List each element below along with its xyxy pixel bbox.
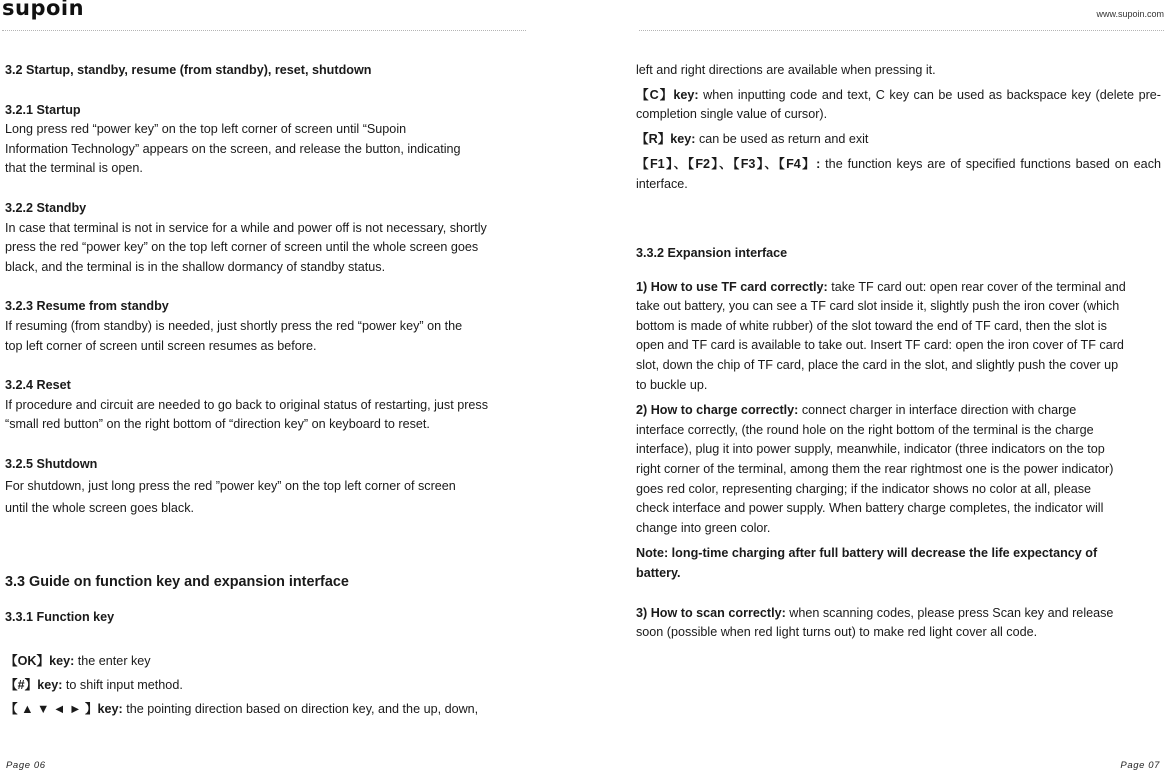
tf-card-line-5: slot, down the chip of TF card, place the card in the slot, and slightly push the cover up	[636, 357, 1119, 372]
section-3-2-1-title: 3.2.1 Startup	[5, 102, 81, 117]
function-keys-description	[636, 155, 1161, 194]
tf-card-line-2: take out battery, you can see a TF card slot inside it, slightly push the iron cover (which	[636, 299, 1120, 314]
c-key-label: 【C】key:	[636, 88, 699, 102]
charge-line-6: check interface and power supply. When battery charge completes, the indicator will	[636, 501, 1104, 516]
standby-line-1: In case that terminal is not in service for a while and power off is not necessary, shortly	[5, 220, 487, 235]
section-3-2-4-title: 3.2.4 Reset	[5, 378, 71, 393]
scan-text: when scanning codes, please press Scan key and release	[785, 605, 1114, 620]
direction-key-description	[5, 697, 531, 721]
section-3-2-5-title: 3.2.5 Shutdown	[5, 456, 98, 471]
scan-line-1	[636, 604, 1161, 624]
standby-line-2: press the red “power key” on the top left corner of screen until the whole screen goes	[5, 240, 479, 255]
charge-line-7: change into green color.	[636, 520, 771, 535]
charge-label: 2) How to charge correctly:	[636, 403, 799, 418]
reset-line-2: “small red button” on the right bottom of “direction key” on keyboard to reset.	[5, 417, 430, 432]
function-keys-label: 【F1】、【F2】、【F3】、【F4】:	[636, 157, 821, 171]
direction-key-label: 【 ▲ ▼ ◄ ► 】key:	[5, 701, 123, 716]
section-3-2-title: 3.2 Startup, standby, resume (from standby), reset, shutdown	[5, 63, 372, 77]
charge-line-3: interface), plug it into power supply, meanwhile, indicator (three indicators on the top	[636, 442, 1105, 457]
header-divider	[2, 30, 526, 31]
r-key-label: 【R】key:	[636, 132, 696, 146]
scan-label: 3) How to scan correctly:	[636, 605, 786, 620]
shutdown-line-2: until the whole screen goes black.	[5, 500, 195, 515]
tf-card-line-1	[636, 278, 1161, 298]
section-3-3-2-title: 3.3.2 Expansion interface	[636, 246, 788, 260]
startup-line-2: Information Technology” appears on the screen, and release the button, indicating	[5, 141, 461, 156]
supoin-logo: supoin	[2, 0, 85, 20]
direction-key-text: the pointing direction based on direction key, and the up, down,	[122, 701, 479, 716]
reset-line-1: If procedure and circuit are needed to go back to original status of restarting, just press	[5, 397, 489, 412]
c-key-text: when inputting code and text, C key can be used as backspace key (delete pre-completion single value of cursor).	[636, 88, 1161, 121]
charge-text: connect charger in interface direction with charge	[798, 403, 1077, 418]
tf-card-line-6: to buckle up.	[636, 377, 708, 392]
hash-key-description	[5, 673, 531, 697]
hash-key-text: to shift input method.	[62, 677, 183, 692]
section-3-3-title: 3.3 Guide on function key and expansion interface	[5, 573, 349, 590]
tf-card-label: 1) How to use TF card correctly:	[636, 279, 828, 294]
section-3-3-1-title: 3.3.1 Function key	[5, 610, 115, 625]
function-keys-text: the function keys are of specified functions based on each interface.	[636, 157, 1161, 191]
charge-line-5: goes red color, representing charging; if the indicator shows no color at all, please	[636, 481, 1092, 496]
shutdown-line-1: For shutdown, just long press the red ”power key” on the top left corner of screen	[5, 478, 456, 493]
section-3-2-3-title: 3.2.3 Resume from standby	[5, 299, 169, 314]
standby-line-3: black, and the terminal is in the shallow dormancy of standby status.	[5, 259, 386, 274]
right-page	[583, 0, 1166, 773]
c-key-description	[636, 86, 1161, 124]
startup-line-1: Long press red “power key” on the top left corner of screen until “Supoin	[5, 122, 407, 137]
left-page-content	[5, 61, 531, 721]
tf-card-line-4: open and TF card is available to take out. Insert TF card: open the iron cover of TF card	[636, 338, 1124, 353]
ok-key-text: the enter key	[74, 653, 151, 668]
note-line-2: battery.	[636, 565, 681, 580]
tf-card-text: take TF card out: open rear cover of the terminal and	[827, 279, 1126, 294]
page-number-left: Page 06	[6, 760, 46, 771]
note-line-1: Note: long-time charging after full battery will decrease the life expectancy of	[636, 546, 1098, 561]
charge-line-2: interface correctly, (the round hole on the right bottom of the terminal is the charge	[636, 422, 1094, 437]
hash-key-label: 【#】key:	[5, 677, 63, 692]
resume-line-2: top left corner of screen until screen resumes as before.	[5, 338, 317, 353]
right-page-content	[636, 61, 1161, 643]
charge-paragraph	[636, 401, 1161, 538]
direction-key-continuation: left and right directions are available when pressing it.	[636, 63, 936, 77]
website-url: www.supoin.com	[1096, 9, 1164, 19]
r-key-description	[636, 130, 1161, 149]
scan-line-2: soon (possible when red light turns out) to make red light cover all code.	[636, 625, 1038, 640]
tf-card-paragraph	[636, 278, 1161, 396]
ok-key-description	[5, 649, 531, 673]
charge-line-4: right corner of the terminal, among them the rear rightmost one is the power indicator)	[636, 461, 1114, 476]
page-number-right: Page 07	[1120, 760, 1160, 771]
ok-key-label: 【OK】key:	[5, 653, 75, 668]
header-divider	[639, 30, 1164, 31]
section-3-2-2-title: 3.2.2 Standby	[5, 200, 87, 215]
tf-card-line-3: bottom is made of white rubber) of the slot toward the end of TF card, then the slot is	[636, 318, 1107, 333]
charge-line-1	[636, 401, 1161, 421]
startup-line-3: that the terminal is open.	[5, 161, 143, 176]
resume-line-1: If resuming (from standby) is needed, just shortly press the red “power key” on the	[5, 318, 463, 333]
r-key-text: can be used as return and exit	[695, 132, 869, 146]
note-paragraph	[636, 544, 1161, 583]
scan-paragraph	[636, 604, 1161, 643]
